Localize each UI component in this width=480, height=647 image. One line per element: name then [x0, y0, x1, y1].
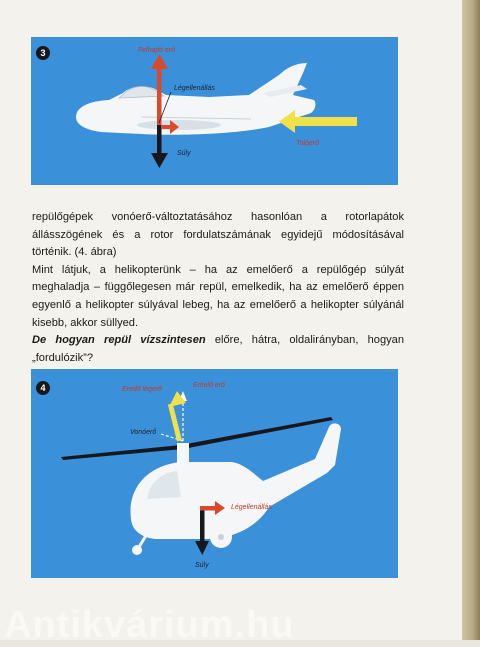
- thrust-arrow-shaft: [295, 117, 357, 126]
- weight-arrow-head: [195, 541, 209, 555]
- rotor-mast: [177, 443, 189, 463]
- drag-label: Légellenállás: [231, 504, 272, 511]
- airplane-diagram: [31, 37, 398, 185]
- weight-label-4: Súly: [195, 562, 209, 569]
- helicopter-diagram: [31, 369, 398, 578]
- resultant-arrow-shaft: [168, 403, 182, 441]
- weight-label: Súly: [177, 150, 191, 157]
- weight-arrow-head: [151, 153, 168, 168]
- wing-shadow: [137, 120, 221, 130]
- drag-arrow-shaft: [200, 506, 216, 511]
- resultant-label: Eredő légerő: [122, 386, 163, 393]
- front-wheel: [132, 545, 142, 555]
- paragraph-1: repülőgépek vonóerő-változtatásához hasonlóan a rotorlapátok állásszögének és a rotor fordulatszámának egyidejű módosításával történik. (4. ábra): [32, 211, 404, 259]
- watermark: Antikvárium.hu: [4, 604, 295, 646]
- figure-4-helicopter: [31, 369, 398, 578]
- lift-arrow-shaft: [157, 67, 162, 125]
- weight-arrow-shaft: [200, 508, 205, 543]
- body-text: [32, 209, 404, 367]
- figure-4-number: 4: [36, 381, 50, 395]
- question-paragraph: [32, 332, 404, 367]
- thrust-label: Tolóerő: [296, 140, 320, 147]
- book-spine: [462, 0, 480, 640]
- drag-arrow-shaft: [161, 125, 171, 129]
- question-rest: előre, hátra, oldalirányban, hogyan „fordulózik”?: [32, 334, 405, 364]
- weight-arrow-shaft: [157, 125, 162, 155]
- figure-3-number: 3: [36, 46, 50, 60]
- main-wheel-hub: [218, 534, 224, 540]
- front-strut: [139, 534, 147, 547]
- paragraph-2: Mint látjuk, a helikopterünk – ha az emelőerő a repülőgép súlyát meghaladja – függőlegesen már repül, emelkedik, ha az emelőerő éppen egyenlő a helikopter súlyával lebeg, ha az emelőerő a helikopter súlyánál kisebb, akkor süllyed.: [32, 263, 404, 329]
- lift-label: Felhajtó erő: [138, 47, 175, 54]
- question-italic: De hogyan repül vízszintesen: [32, 334, 206, 347]
- pulling-label: Vonóerő: [130, 429, 157, 436]
- attitude-label: Légellenállás: [174, 85, 215, 92]
- rotor-blade: [61, 417, 333, 460]
- lift-arrow-head: [151, 54, 168, 69]
- figure-3-airplane: [31, 37, 398, 185]
- lifting-label: Emelő erő: [193, 382, 225, 389]
